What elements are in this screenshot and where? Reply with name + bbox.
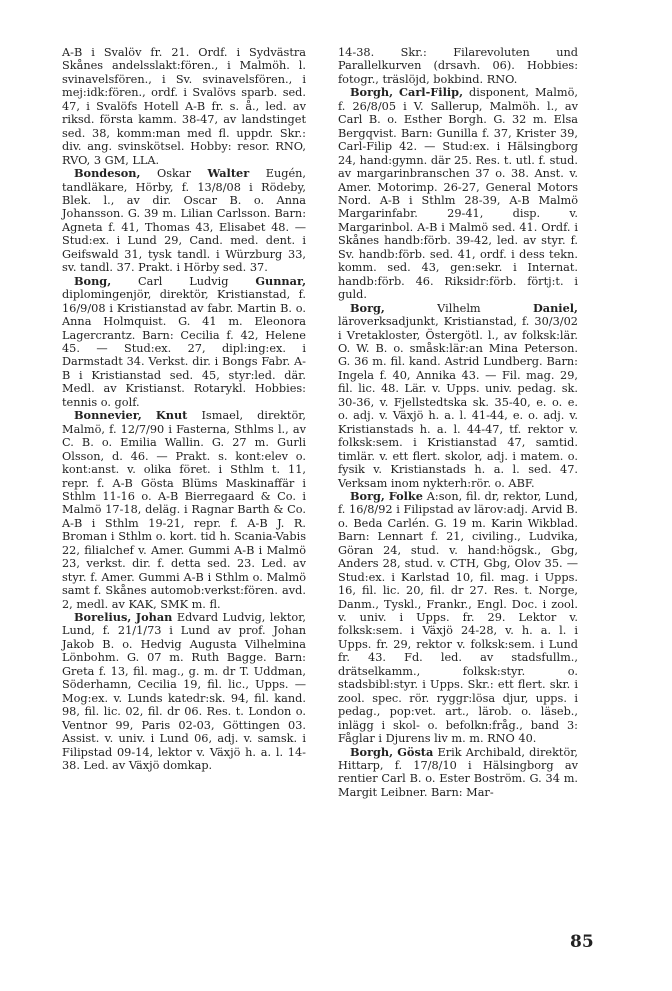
entry-given-name: Daniel, bbox=[532, 300, 578, 315]
entry-text: disponent, Malmö, f. 26/8/05 i V. Sallerup, Malmöh. l., av Carl B. o. Esther Borgh. G. 32 m. Elsa Bergqvist. Barn: Gunilla f. 37, Krister 39, Carl-Filip 42. — Stud:ex. i Hälsingborg 24, hand:gymn. där 25. Res. t. utl. f. stud. av margarinbranschen 37 o. 38. Anst. v. Amer. Motorimp. 26-27, General Motors Nord. A-B i Sthlm 28-39, A-B Malmö Margarinfabr. 29-41, disp. v. Margarinbol. A-B i Malmö sed. 41. Ordf. i Skånes handb:förb. 39-42, led. av styr. f. Sv. handb:förb. sed. 41, ordf. i dess tekn. komm. sed. 43, gen:sekr. i Internat. handb:förb. 46. Riksidr:förb. förtj:t. i guld. bbox=[338, 86, 578, 302]
entry-given-name: Gunnar, bbox=[255, 273, 307, 288]
page-number: 85 bbox=[570, 932, 594, 952]
entry-text: 14-38. Skr.: Filarevoluten und Parallelkurven (drsavh. 06). Hobbies: fotogr., träslöjd, bokbind. RNO. bbox=[338, 46, 578, 86]
entry-given-name: Knut bbox=[155, 408, 188, 423]
entry-text: Erik Archibald, direktör, Hittarp, f. 17/8/10 i Hälsingborg av rentier Carl B. o. Ester Boström. G. 34 m. Margit Leibner. Barn: Mar- bbox=[338, 745, 579, 799]
entry-given-name: Carl-Filip, bbox=[399, 85, 464, 100]
biography-entry bbox=[338, 302, 578, 490]
entry-surname: Borelius, bbox=[74, 610, 132, 625]
entry-surname: Bondeson, bbox=[74, 166, 141, 181]
entry-surname: Borg, bbox=[350, 488, 385, 503]
biography-entry bbox=[62, 275, 306, 410]
entry-text: Edvard Ludvig, lektor, Lund, f. 21/1/73 i Lund av prof. Johan Jakob B. o. Hedvig Augusta Vilhelmina Lönbohm. G. 07 m. Ruth Bagge. Barn: Greta f. 13, fil. mag., g. m. dr T. Uddman, Söderhamn, Cecilia 19, fil. lic., Upps. — Mog:ex. v. Lunds katedr:sk. 94, fil. kand. 98, fil. lic. 02, fil. dr 06. Res. t. London o. Ventnor 99, Paris 02-03, Göttingen 03. Assist. v. univ. i Lund 06, adj. v. samsk. i Filipstad 09-14, lektor v. Växjö h. a. l. 14-38. Led. av Växjö domkap. bbox=[62, 611, 306, 773]
entry-continuation bbox=[62, 46, 306, 167]
biography-entry bbox=[338, 746, 578, 800]
right-column bbox=[338, 46, 578, 799]
entry-first-names: Oskar bbox=[156, 167, 191, 181]
entry-given-name: Folke bbox=[388, 488, 423, 503]
entry-surname: Borgh, bbox=[350, 744, 394, 759]
entry-first-names: Carl Ludvig bbox=[138, 274, 229, 288]
left-column bbox=[62, 46, 306, 772]
entry-first-names: Vilhelm bbox=[437, 301, 481, 315]
entry-text: A:son, fil. dr, rektor, Lund, f. 16/8/92 i Filipstad av lärov:adj. Arvid B. o. Beda Carlén. G. 19 m. Karin Wikblad. Barn: Lennart f. 21, civiling., Ludvika, Göran 24, stud. v. hand:högsk., Gbg, Anders 28, stud. v. CTH, Gbg, Olov 35. — Stud:ex. i Karlstad 10, fil. mag. i Upps. 16, fil. lic. 20, fil. dr 27. Res. t. Norge, Danm., Tyskl., Frankr., Engl. Doc. i zool. v. univ. i Upps. fr. 29. Lektor v. folksk:sem. i Växjö 24-28, v. h. a. l. i Upps. fr. 29, rektor v. folksk:sem. i Lund fr. 43. Fd. led. av stadsfullm., drätselkamm., folksk:styr. o. stadsbibl:styr. i Upps. Skr.: ett flert. skr. i zool. spec. rör. ryggr:lösa djur, upps. i pedag., pop:vet. art., lärob. o. läseb., inlägg i skol- o. befolkn:fråg., band 3: Fåglar i Djurens liv m. m. RNO 40. bbox=[338, 489, 579, 746]
biography-entry bbox=[338, 86, 578, 301]
entry-continuation bbox=[338, 46, 578, 86]
biography-entry bbox=[338, 490, 578, 746]
entry-surname: Borg, bbox=[350, 300, 385, 315]
entry-text: Ismael, direktör, Malmö, f. 12/7/90 i Fasterna, Sthlms l., av C. B. o. Emilia Wallin. G. 27 m. Gurli Olsson, d. 46. — Prakt. s. kont:elev o. kont:anst. v. olika föret. i Sthlm t. 11, repr. f. A-B Gösta Blüms Maskinaffär i Sthlm 11-16 o. A-B Bierregaard & Co. i Malmö 17-18, deläg. i Ragnar Barth & Co. A-B i Sthlm 19-21, repr. f. A-B J. R. Broman i Sthlm o. kort. tid h. Scania-Vabis 22, filialchef v. Amer. Gummi A-B i Malmö 23, verkst. dir. f. detta sed. 23. Led. av styr. f. Amer. Gummi A-B i Sthlm o. Malmö samt f. Skånes automob:verkst:fören. avd. 2, medl. av KAK, SMK m. fl. bbox=[62, 409, 307, 611]
biography-entry bbox=[62, 611, 306, 772]
biography-entry bbox=[62, 167, 306, 275]
entry-surname: Bong, bbox=[74, 273, 112, 288]
entry-text: Eugén, tandläkare, Hörby, f. 13/8/08 i Rödeby, Blek. l., av dir. Oscar B. o. Anna Johansson. G. 39 m. Lilian Carlsson. Barn: Agneta f. 41, Thomas 43, Elisabet 48. — Stud:ex. i Lund 29, Cand. med. dent. i Geifswald 31, tysk tandl. i Würzburg 33, sv. tandl. 37. Prakt. i Hörby sed. 37. bbox=[62, 167, 307, 275]
entry-given-name: Gösta bbox=[397, 744, 434, 759]
entry-text: A-B i Svalöv fr. 21. Ordf. i Sydvästra Skånes andelsslakt:fören., i Malmöh. l. svinavelsfören., i Sv. svinavelsfören., i mej:idk:fören., ordf. i Svalövs sparb. sed. 47, i Svalöfs Hotell A-B fr. s. å., led. av riksd. första kamm. 38-47, av landstinget sed. 38, komm:man med fl. uppdr. Skr.: div. ang. svinskötsel. Hobby: resor. RNO, RVO, 3 GM, LLA. bbox=[62, 46, 306, 167]
biography-entry bbox=[62, 409, 306, 611]
entry-text: läroverksadjunkt, Kristianstad, f. 30/3/02 i Vretakloster, Östergötl. l., av folksk:lär. O. W. B. o. småsk:lär:an Mina Peterson. G. 36 m. fil. kand. Astrid Lundberg. Barn: Ingela f. 40, Annika 43. — Fil. mag. 29, fil. lic. 48. Lär. v. Upps. univ. pedag. sk. 30-36, v. Fjellstedtska sk. 35-40, e. o. e. o. adj. v. Växjö h. a. l. 41-44, e. o. adj. v. Kristianstads h. a. l. 44-47, tf. rektor v. folksk:sem. i Kristianstad 47, samtid. timlär. v. ett flert. skolor, adj. i matem. o. fysik v. Kristianstads h. a. l. sed. 47. Verksam inom nykterh:rör. o. ABF. bbox=[338, 315, 578, 490]
entry-surname: Bonnevier, bbox=[74, 408, 142, 423]
entry-surname: Borgh, bbox=[350, 85, 394, 100]
entry-text: diplomingenjör, direktör, Kristianstad, f. 16/9/08 i Kristianstad av fabr. Martin B. o. Anna Holmquist. G. 41 m. Eleonora Lagercrantz. Barn: Cecilia f. 42, Helene 45. — Stud:ex. 27, dipl:ing:ex. i Darmstadt 34. Verkst. dir. i Bongs Fabr. A-B i Kristianstad sed. 45, styr:led. där. Medl. av Kristianst. Rotarykl. Hobbies: tennis o. golf. bbox=[62, 288, 306, 409]
entry-given-name: Johan bbox=[135, 610, 173, 625]
entry-given-name: Walter bbox=[207, 166, 250, 181]
